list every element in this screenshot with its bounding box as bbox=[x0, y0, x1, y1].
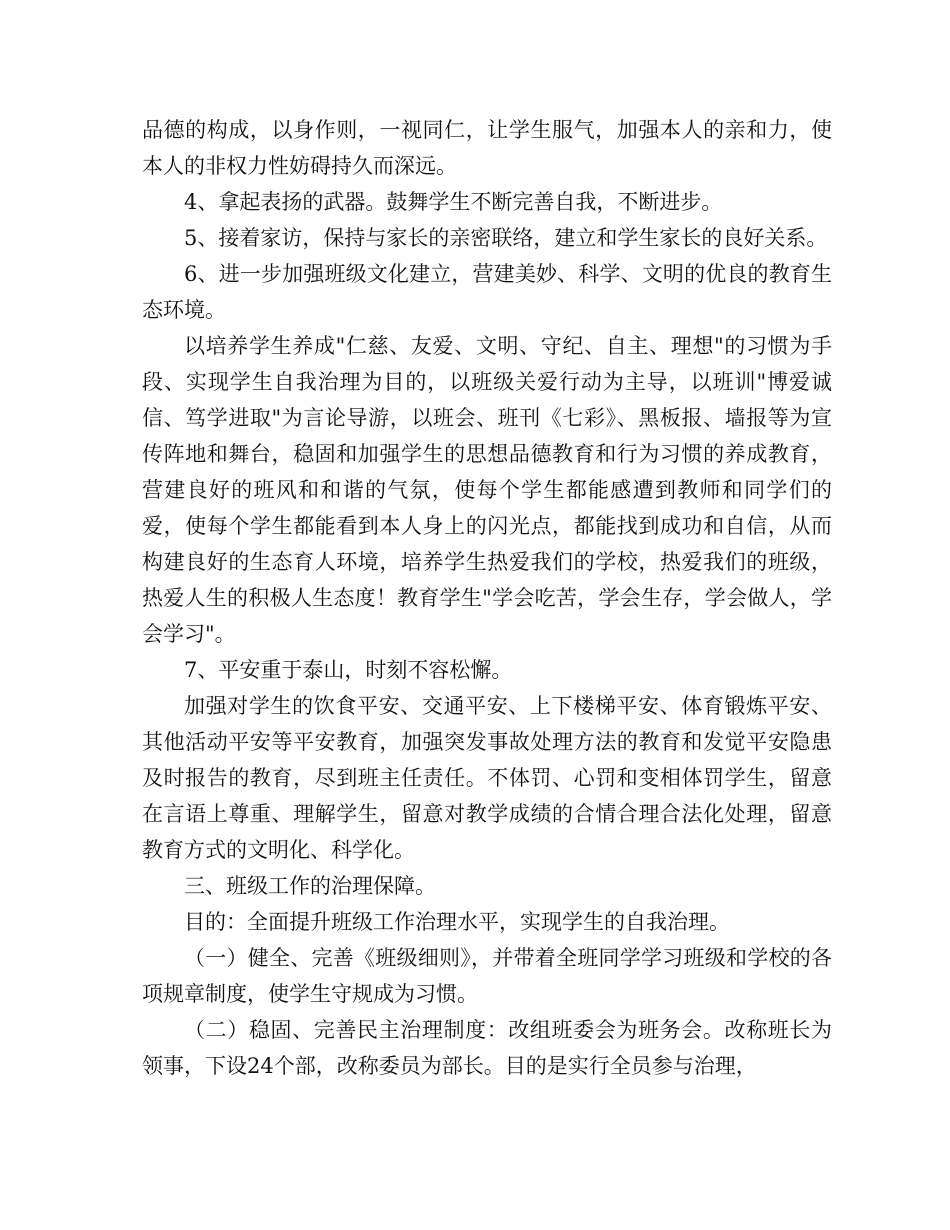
paragraph-goal: 目的：全面提升班级工作治理水平，实现学生的自我治理。 bbox=[184, 910, 730, 934]
paragraph-1: 品德的构成，以身作则，一视同仁，让学生服气，加强本人的亲和力，使本人的非权力性妨碍持久而深远。 bbox=[142, 118, 832, 178]
paragraph-item-2: （二）稳固、完善民主治理制度：改组班委会为班务会。改称班长为领事，下设24个部，改称委员为部长。目的是实行全员参与治理， bbox=[142, 1018, 832, 1078]
paragraph-4: 6、进一步加强班级文化建立，营建美妙、科学、文明的优良的教育生态环境。 bbox=[142, 262, 832, 322]
paragraph-2: 4、拿起表扬的武器。鼓舞学生不断完善自我，不断进步。 bbox=[184, 190, 723, 214]
section-heading-3: 三、班级工作的治理保障。 bbox=[184, 874, 436, 898]
paragraph-6: 7、平安重于泰山，时刻不容松懈。 bbox=[184, 658, 513, 682]
paragraph-7: 加强对学生的饮食平安、交通平安、上下楼梯平安、体育锻炼平安、其他活动平安等平安教育，加强突发事故处理方法的教育和发觉平安隐患及时报告的教育，尽到班主任责任。不体罚、心罚和变相体罚学生，留意在言语上尊重、理解学生，留意对教学成绩的合情合理合法化处理，留意教育方式的文明化、科学化。 bbox=[142, 694, 832, 862]
paragraph-5: 以培养学生养成"仁慈、友爱、文明、守纪、自主、理想"的习惯为手段、实现学生自我治理为目的，以班级关爱行动为主导，以班训"博爱诚信、笃学进取"为言论导游，以班会、班刊《七彩》、黑板报、墙报等为宣传阵地和舞台，稳固和加强学生的思想品德教育和行为习惯的养成教育，营建良好的班风和和谐的气氛，使每个学生都能感遭到教师和同学们的爱，使每个学生都能看到本人身上的闪光点，都能找到成功和自信，从而构建良好的生态育人环境，培养学生热爱我们的学校，热爱我们的班级，热爱人生的积极人生态度！教育学生"学会吃苦，学会生存，学会做人，学会学习"。 bbox=[142, 334, 832, 646]
paragraph-3: 5、接着家访，保持与家长的亲密联络，建立和学生家长的良好关系。 bbox=[184, 226, 828, 250]
paragraph-item-1: （一）健全、完善《班级细则》，并带着全班同学学习班级和学校的各项规章制度，使学生守规成为习惯。 bbox=[142, 946, 832, 1006]
document-page bbox=[142, 112, 832, 1084]
